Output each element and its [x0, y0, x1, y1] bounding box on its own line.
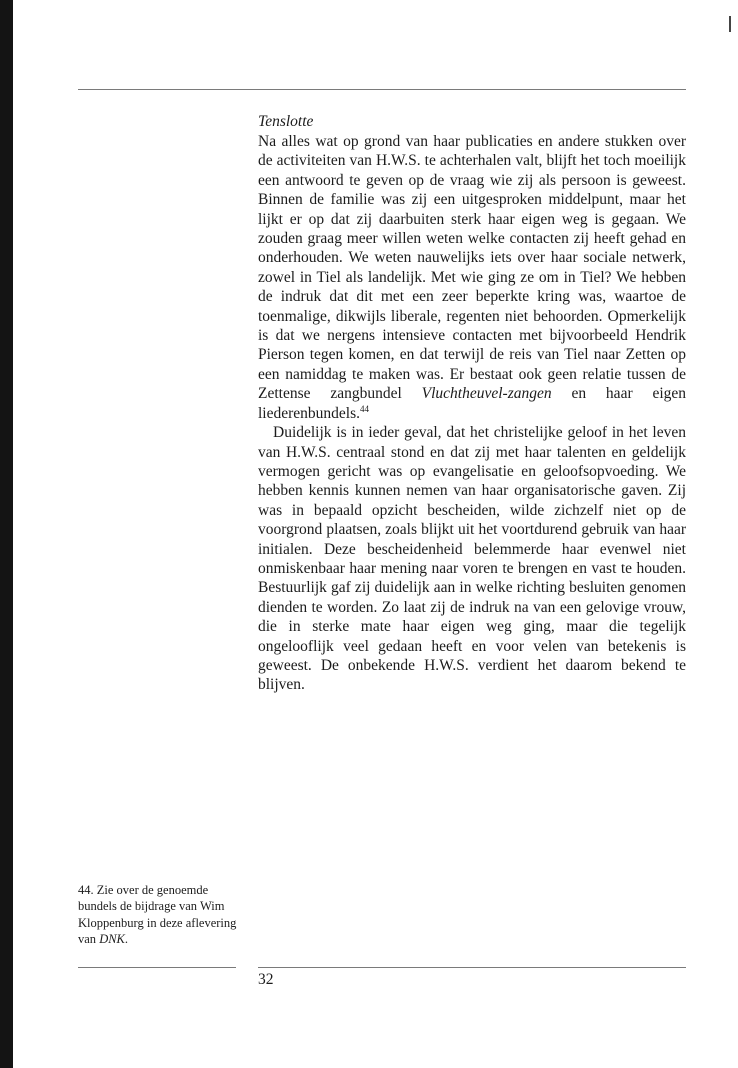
paragraph-1-text: Na alles wat op grond van haar publicaties en andere stukken over de activiteiten van H.W.S. te achterhalen valt, blijft het toch moeilijk een antwoord te geven op de vraag wie zij als persoon is geweest. Binnen de familie was zij een uitgesproken middelpunt, maar het lijkt er op dat zij daarbuiten sterk haar eigen weg is gegaan. We zouden graag meer willen weten welke contacten zij heeft gehad en onderhouden. We weten nauwelijks iets over haar sociale netwerk, zowel in Tiel als landelijk. Met wie ging ze om in Tiel? We hebben de indruk dat dit met een zeer beperkte kring was, waartoe de toenmalige, dikwijls liberale, regenten niet behoorden. Opmerkelijk is dat we nergens intensieve contacten met bijvoorbeeld Hendrik Pierson tegen komen, en dat terwijl de reis van Tiel naar Zetten op een namiddag te maken was. Er bestaat ook geen relatie tussen de Zettense zangbundel: [258, 133, 686, 403]
section-heading: Tenslotte: [258, 113, 314, 130]
paragraph-1: [258, 132, 686, 423]
footnote-end: .: [124, 932, 129, 947]
header-rule: [78, 89, 686, 90]
footnote-journal: DNK: [99, 932, 125, 947]
footnote-44: [78, 882, 248, 948]
body-text: [258, 132, 686, 695]
bundle-title: Vluchtheuvel-zangen: [421, 385, 552, 403]
footer-rule-left: [78, 967, 236, 968]
scan-edge-mark: [729, 16, 731, 32]
footnote-text: 44. Zie over de genoemde bundels de bijdrage van Wim Kloppenburg in deze aflevering van: [78, 883, 237, 947]
paragraph-2: Duidelijk is in ieder geval, dat het christelijke geloof in het leven van H.W.S. centraal stond en dat zij met haar talenten en geldelijk vermogen gericht was op evangelisatie en geloofsopvoeding. We hebben kennis kunnen nemen van haar organisatorische gaven. Zij was in bepaald opzicht bescheiden, wilde zichzelf niet op de voorgrond plaatsen, zoals blijkt uit het voortdurend gebruik van haar initialen. Deze bescheidenheid belemmerde haar evenwel niet onmiskenbaar haar mening naar voren te brengen en vast te houden. Bestuurlijk gaf zij duidelijk aan in welke richting besluiten genomen dienden te worden. Zo laat zij de indruk na van een gelovige vrouw, die in sterke mate haar eigen weg ging, maar die tegelijk ongelooflijk veel gedaan heeft en voor velen van betekenis is geweest. De onbekende H.W.S. verdient het daarom bekend te blijven.: [258, 424, 686, 694]
footnote-reference[interactable]: 44: [360, 403, 370, 414]
paragraph-1-end: en haar eigen liederenbundels.: [258, 385, 687, 422]
footer-rule-right: [258, 967, 686, 968]
page-number: 32: [258, 971, 274, 988]
scan-edge-bar: [0, 0, 13, 1068]
